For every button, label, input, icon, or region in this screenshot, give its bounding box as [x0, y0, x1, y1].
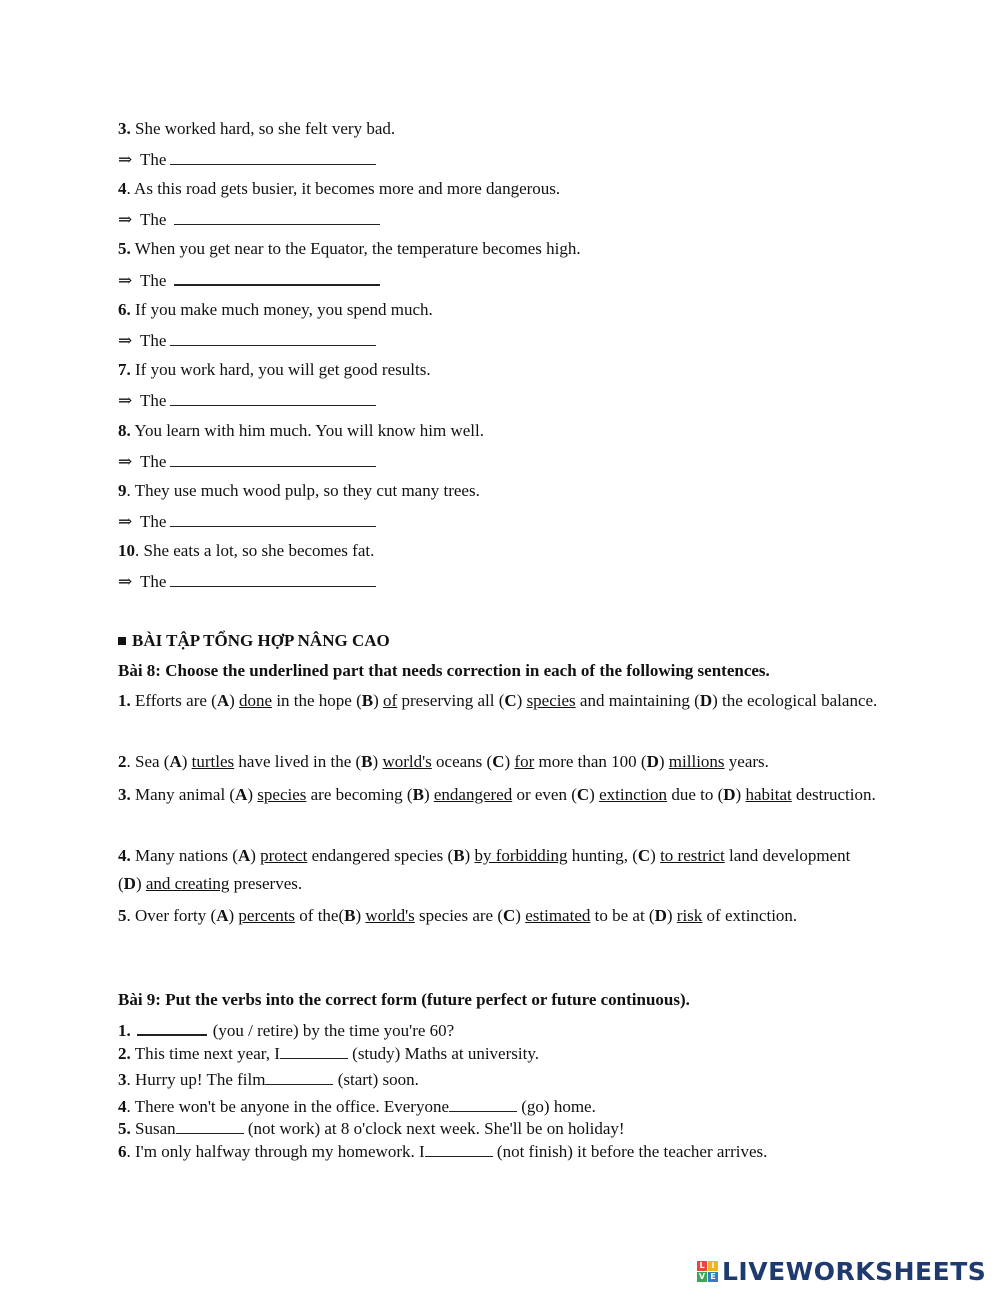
bai9-question-4: 4. There won't be anyone in the office. Everyone (go) home.: [118, 1097, 596, 1116]
logo-tiles-icon: [697, 1261, 718, 1282]
rewrite-question-10: 10. She eats a lot, so she becomes fat.: [118, 541, 375, 560]
rewrite-answer-9: ⇒ The: [118, 510, 376, 533]
bai9-question-1: 1. (you / retire) by the time you're 60?: [118, 1021, 455, 1040]
underlined-option-a[interactable]: percents: [238, 906, 296, 925]
bai8-question-2: 2. Sea (A) turtles have lived in the (B) world's oceans (C) for more than 100 (D) millions years.: [118, 752, 769, 771]
underlined-option-c[interactable]: species: [526, 691, 576, 710]
logo-tile: V: [698, 1271, 706, 1281]
underlined-option-a[interactable]: species: [257, 785, 307, 804]
underlined-option-b[interactable]: by forbidding: [474, 846, 568, 865]
underlined-option-c[interactable]: extinction: [599, 785, 668, 804]
logo-tile: E: [708, 1272, 718, 1282]
underlined-option-a[interactable]: turtles: [191, 752, 235, 771]
underlined-option-d[interactable]: risk: [676, 906, 703, 925]
underlined-option-c[interactable]: estimated: [525, 906, 591, 925]
bai9-question-5: 5. Susan (not work) at 8 o'clock next week. She'll be on holiday!: [118, 1119, 625, 1138]
answer-blank[interactable]: [170, 450, 376, 467]
answer-blank[interactable]: [170, 510, 376, 527]
underlined-option-b[interactable]: endangered: [433, 785, 513, 804]
rewrite-answer-3: ⇒ The: [118, 148, 376, 171]
rewrite-question-5: 5. When you get near to the Equator, the temperature becomes high.: [118, 239, 581, 258]
logo-text: LIVEWORKSHEETS: [722, 1256, 987, 1286]
logo-tile: L: [697, 1261, 707, 1271]
verb-blank[interactable]: [280, 1044, 348, 1059]
liveworksheets-logo[interactable]: [697, 1254, 986, 1288]
logo-tile: I: [708, 1261, 718, 1271]
underlined-option-c[interactable]: to restrict: [660, 846, 725, 865]
bai8-title: Bài 8: Choose the underlined part that needs correction in each of the following sentences.: [118, 661, 770, 680]
answer-blank[interactable]: [170, 148, 376, 165]
rewrite-question-3: 3. She worked hard, so she felt very bad.: [118, 119, 396, 138]
underlined-option-d[interactable]: habitat: [745, 785, 792, 804]
verb-blank[interactable]: [265, 1070, 333, 1085]
answer-blank[interactable]: [174, 268, 380, 286]
rewrite-question-8: 8. You learn with him much. You will know him well.: [118, 421, 484, 440]
underlined-option-b[interactable]: of: [383, 691, 398, 710]
verb-blank[interactable]: [425, 1142, 493, 1157]
rewrite-answer-10: ⇒ The: [118, 570, 376, 593]
bai8-question-1: 1. Efforts are (A) done in the hope (B) of preserving all (C) species and maintaining (D) the ecological balance.: [118, 691, 878, 710]
rewrite-answer-7: ⇒ The: [118, 389, 376, 412]
bai8-question-5: 5. Over forty (A) percents of the(B) world's species are (C) estimated to be at (D) risk of extinction.: [118, 906, 798, 925]
underlined-option-c[interactable]: for: [514, 752, 535, 771]
answer-blank[interactable]: [170, 329, 376, 346]
rewrite-answer-6: ⇒ The: [118, 329, 376, 352]
rewrite-question-9: 9. They use much wood pulp, so they cut many trees.: [118, 481, 480, 500]
rewrite-question-4: 4. As this road gets busier, it becomes more and more dangerous.: [118, 179, 561, 198]
verb-blank[interactable]: [449, 1097, 517, 1112]
underlined-option-b[interactable]: world's: [365, 906, 415, 925]
answer-blank[interactable]: [170, 570, 376, 587]
bai9-question-6: 6. I'm only halfway through my homework. I (not finish) it before the teacher arrives.: [118, 1142, 768, 1161]
rewrite-question-7: 7. If you work hard, you will get good results.: [118, 360, 431, 379]
rewrite-answer-8: ⇒ The: [118, 450, 376, 473]
underlined-option-a[interactable]: done: [239, 691, 273, 710]
bai8-question-4: 4. Many nations (A) protect endangered species (B) by forbidding hunting, (C) to restrict land development (D) and creating preserves.: [118, 846, 851, 893]
underlined-option-d[interactable]: and creating: [145, 874, 230, 893]
underlined-option-b[interactable]: world's: [382, 752, 432, 771]
verb-blank[interactable]: [137, 1020, 207, 1036]
rewrite-answer-5: ⇒ The: [118, 268, 380, 292]
rewrite-question-6: 6. If you make much money, you spend much.: [118, 300, 433, 319]
bai9-question-3: 3. Hurry up! The film (start) soon.: [118, 1070, 419, 1089]
bai9-title: Bài 9: Put the verbs into the correct form (future perfect or future continuous).: [118, 990, 690, 1009]
rewrite-answer-4: ⇒ The: [118, 208, 380, 231]
bai9-question-2: 2. This time next year, I (study) Maths at university.: [118, 1044, 539, 1063]
section-heading: BÀI TẬP TỔNG HỢP NÂNG CAO: [118, 631, 390, 651]
answer-blank[interactable]: [170, 389, 376, 406]
answer-blank[interactable]: [174, 208, 380, 225]
square-bullet-icon: [118, 637, 126, 645]
underlined-option-a[interactable]: protect: [260, 846, 308, 865]
bai8-question-3: 3. Many animal (A) species are becoming (B) endangered or even (C) extinction due to (D) habitat destruction.: [118, 785, 876, 804]
underlined-option-d[interactable]: millions: [668, 752, 725, 771]
verb-blank[interactable]: [176, 1119, 244, 1134]
